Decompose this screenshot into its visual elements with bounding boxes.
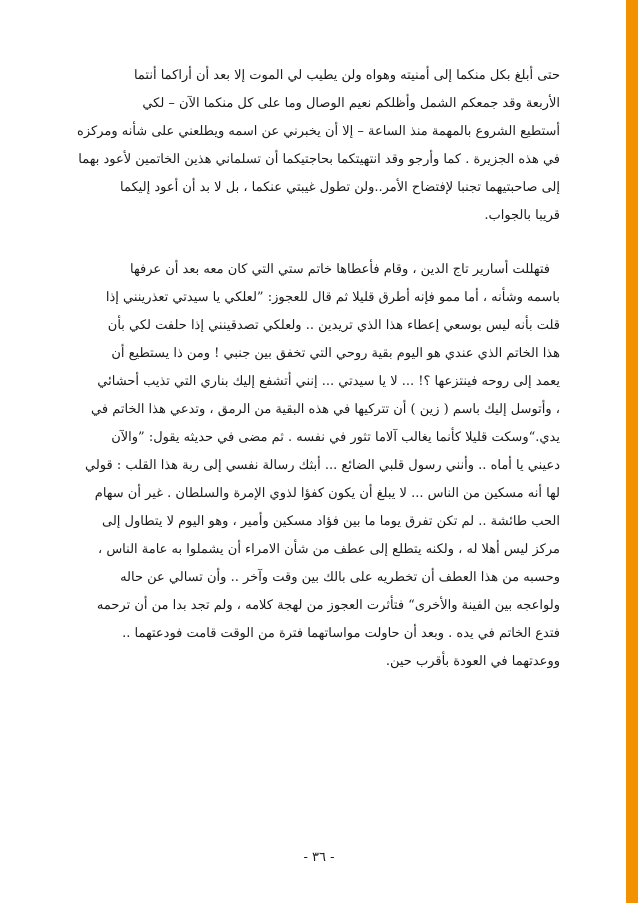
text-line: ، وأتوسل إليك باسم ( زين ) أن تتركيها في هذه البقية من الرمق ، وتدعي هذا الخاتم في — [91, 402, 560, 417]
paragraph-1 — [76, 62, 560, 230]
text-line: مركز ليس أهلا له ، ولكنه يتطلع إلى عطف من شأن الامراء أن يشملوا به عامة الناس ، — [97, 542, 560, 557]
page-number: - ٣٦ - — [303, 850, 335, 865]
text-line: الحب طائشة .. لم تكن تفرق يوما ما بين فؤاد مسكين وأمير ، وهو اليوم لا يتطاول إلى — [102, 514, 560, 529]
text-line: يعمد إلى روحه فينتزعها ؟! ... لا يا سيدتي ... إنني أتشفع إليك بناري التي تذيب أحشائي — [97, 374, 560, 389]
text-line: وحسبه من هذا العطف أن تخطريه على بالك بين وقت وآخر .. وأن تسالي عن حاله — [120, 570, 560, 585]
text-line: باسمه وشأنه ، أما ممو فإنه أطرق قليلا ثم قال للعجوز: ”لعلكي يا سيدتي تعذرينني إذا — [105, 290, 560, 305]
text-line: فتهللت أسارير تاج الدين ، وقام فأعطاها خاتم ستي التي كان معه بعد أن عرفها — [130, 262, 550, 277]
text-line: إلى صاحبتيهما تجنبا لإفتضاح الأمر..ولن تطول غيبتي عنكما ، بل لا بد أن أعود إليكما — [120, 180, 560, 195]
text-line: ووعدتهما في العودة بأقرب حين. — [385, 654, 560, 669]
text-line: ولواعجه بين الفينة والأخرى“ فتأثرت العجوز من لهجة كلامه ، ولم تجد بدا من أن ترحمه — [96, 598, 560, 613]
text-line: الأربعة وقد جمعكم الشمل وأظلكم نعيم الوصال وما على كل منكما الآن – لكي — [142, 96, 560, 111]
paragraph-2 — [76, 256, 560, 676]
text-line: أستطيع الشروع بالمهمة منذ الساعة – إلا أن يخبرني عن اسمه ويطلعني على شأنه ومركزه — [77, 124, 560, 139]
text-line: في هذه الجزيرة . كما وأرجو وقد انتهيتكما بحاجتيكما أن تسلماني هذين الخاتمين لأعود بهما — [78, 152, 560, 167]
text-line: قلت بأنه ليس بوسعي إعطاء هذا الذي تريدين .. ولعلكي تصدقينني إذا حلفت لكي بأن — [107, 318, 560, 333]
text-line: حتى أبلغ بكل منكما إلى أمنيته وهواه ولن يطيب لي الموت إلا بعد أن أراكما أنتما — [133, 68, 560, 83]
text-line: دعيني يا أماه .. وأنني رسول قلبي الضائع ... أبثك رسالة نفسي إلى ربة هذا القلب : قولي — [85, 458, 560, 473]
text-line: قريبا بالجواب. — [484, 208, 560, 223]
text-line: هذا الخاتم الذي عندي هو اليوم بقية روحي التي تخفق بين جنبي ! ومن ذا يستطيع أن — [111, 346, 560, 361]
page-body-text — [76, 62, 560, 676]
text-line: فتدع الخاتم في يده . وبعد أن حاولت مواساتهما فترة من الوقت قامت فودعتهما .. — [122, 626, 560, 641]
text-line: لها أنه مسكين من الناس ... لا يبلغ أن يكون كفؤا لذوي الإمرة والسلطان . غير أن سهام — [94, 486, 560, 501]
page-edge-accent-bar — [626, 0, 638, 903]
text-line: يدي.“وسكت قليلا كأنما يغالب آلاما تثور في نفسه . ثم مضى في حديثه يقول: ”والآن — [111, 430, 560, 445]
